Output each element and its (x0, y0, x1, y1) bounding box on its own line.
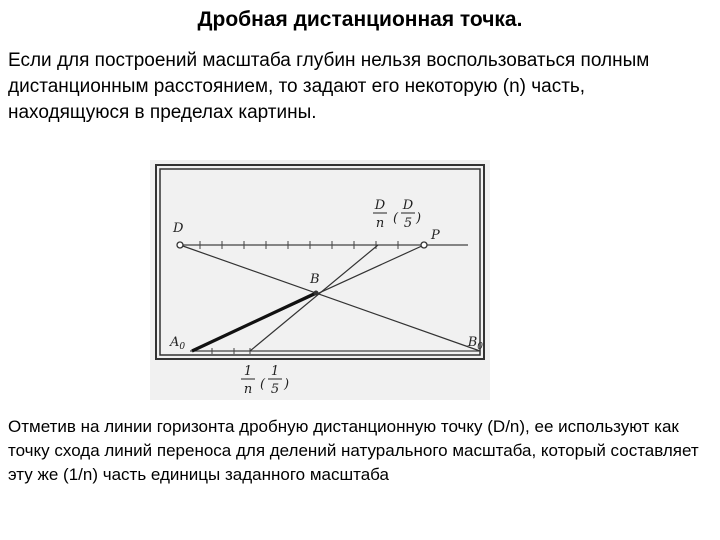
fraction-D-over-n (373, 198, 421, 231)
caption-paragraph: Отметив на линии горизонта дробную дистанционную точку (D/n), ее используют как точку схода линий переноса для делений натурального масштаба, который составляет эту же (1/n) часть единицы заданного масштаба (8, 417, 699, 484)
svg-text:D: D (374, 198, 386, 213)
frame-outer (156, 165, 484, 359)
svg-text:1: 1 (243, 364, 253, 379)
segment-A0-B (192, 293, 316, 351)
svg-text:): ) (416, 211, 422, 226)
svg-text:(: ( (260, 377, 266, 392)
page-title: Дробная дистанционная точка. (197, 8, 523, 31)
point-B (314, 291, 319, 296)
svg-text:5: 5 (270, 382, 280, 397)
fraction-1-over-n (241, 364, 289, 397)
point-P (421, 242, 427, 248)
svg-text:D: D (402, 198, 414, 213)
svg-text:5: 5 (403, 216, 413, 231)
label-B0: $B_0$ (467, 335, 483, 352)
label-D: D (173, 221, 184, 236)
frame-inner (160, 169, 480, 355)
svg-text:): ) (284, 377, 290, 392)
intro-paragraph: Если для построений масштаба глубин нельзя воспользоваться полным дистанционным расстоянием, то задают его некоторую (n) часть, находящуюся в пределах картины. (8, 50, 650, 123)
svg-text:1: 1 (270, 364, 280, 379)
point-D (177, 242, 183, 248)
construction-diagram (150, 160, 490, 400)
svg-text:n: n (243, 382, 253, 397)
label-P: P (431, 228, 440, 243)
transfer-line (250, 245, 378, 351)
diagram-svg (150, 160, 490, 400)
label-A0: $A_0$ (170, 335, 186, 352)
label-B: B (310, 272, 320, 287)
svg-text:n: n (375, 216, 385, 231)
svg-text:(: ( (393, 211, 399, 226)
